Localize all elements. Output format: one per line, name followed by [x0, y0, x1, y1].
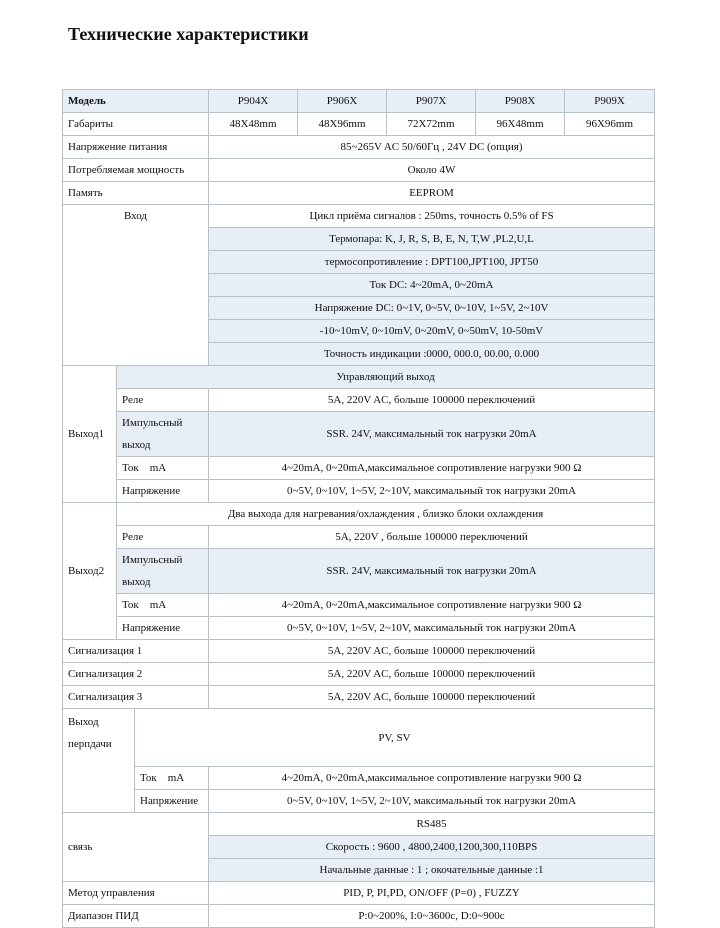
model-p907x: P907X: [387, 90, 476, 113]
memory-value: EEPROM: [209, 182, 655, 205]
transmit-sub-value: 4~20mA, 0~20mA,максимальное сопротивление нагрузки 900 Ω: [209, 767, 655, 790]
control-value: PID, P, PI,PD, ON/OFF (P=0) , FUZZY: [209, 882, 655, 905]
output2-row: [63, 526, 655, 549]
comm-row: [63, 813, 655, 836]
alarm-value: 5A, 220V AC, больше 100000 переключений: [209, 640, 655, 663]
spec-table: [62, 89, 655, 928]
dims-value: 48X96mm: [298, 113, 387, 136]
output2-sub-label: Напряжение: [117, 617, 209, 640]
control-row: [63, 882, 655, 905]
output2-label: Выход2: [63, 503, 117, 640]
output2-row: [63, 617, 655, 640]
transmit-sub-label: Напряжение: [135, 790, 209, 813]
model-p904x: P904X: [209, 90, 298, 113]
output2-sub-value: 5A, 220V , больше 100000 переключений: [209, 526, 655, 549]
power-value: Около 4W: [209, 159, 655, 182]
model-label: Модель: [63, 90, 209, 113]
output1-sub-label: Импульсный выход: [117, 412, 209, 457]
input-line: термосопротивление : DPT100,JPT100, JPT50: [209, 251, 655, 274]
alarm-label: Сигнализация 2: [63, 663, 209, 686]
output1-sub-label: Реле: [117, 389, 209, 412]
transmit-value: PV, SV: [135, 709, 655, 767]
output1-sub-value: 0~5V, 0~10V, 1~5V, 2~10V, максимальный ток нагрузки 20mA: [209, 480, 655, 503]
comm-line: Скорость : 9600 , 4800,2400,1200,300,110BPS: [209, 836, 655, 859]
dims-value: 96X48mm: [476, 113, 565, 136]
input-row: [63, 205, 655, 228]
alarm-row: [63, 663, 655, 686]
transmit-row: [63, 767, 655, 790]
page-title: Технические характеристики: [68, 24, 309, 44]
alarm-value: 5A, 220V AC, больше 100000 переключений: [209, 663, 655, 686]
alarm-label: Сигнализация 3: [63, 686, 209, 709]
memory-row: [63, 182, 655, 205]
model-p908x: P908X: [476, 90, 565, 113]
output2-sub-value: SSR. 24V, максимальный ток нагрузки 20mA: [209, 549, 655, 594]
input-line: Термопара: K, J, R, S, B, E, N, T,W ,PL2,U,L: [209, 228, 655, 251]
transmit-row: [63, 790, 655, 813]
transmit-sub-value: 0~5V, 0~10V, 1~5V, 2~10V, максимальный ток нагрузки 20mA: [209, 790, 655, 813]
control-label: Метод управления: [63, 882, 209, 905]
pid-row: [63, 905, 655, 928]
supply-row: [63, 136, 655, 159]
dims-row: [63, 113, 655, 136]
transmit-label: Выход перпдачи: [63, 709, 135, 813]
alarm-row: [63, 686, 655, 709]
input-line: Цикл приёма сигналов : 250ms, точность 0.5% of FS: [209, 205, 655, 228]
output1-sub-value: SSR. 24V, максимальный ток нагрузки 20mA: [209, 412, 655, 457]
transmit-sub-label: Ток mA: [135, 767, 209, 790]
input-line: -10~10mV, 0~10mV, 0~20mV, 0~50mV, 10-50mV: [209, 320, 655, 343]
input-line: Точность индикации :0000, 000.0, 00.00, 0.000: [209, 343, 655, 366]
input-line: Напряжение DC: 0~1V, 0~5V, 0~10V, 1~5V, 2~10V: [209, 297, 655, 320]
input-label: Вход: [63, 205, 209, 366]
output2-row: [63, 549, 655, 594]
model-row: [63, 90, 655, 113]
output1-row: [63, 412, 655, 457]
dims-label: Габариты: [63, 113, 209, 136]
output1-sub-label: Ток mA: [117, 457, 209, 480]
output2-sub-value: 4~20mA, 0~20mA,максимальное сопротивление нагрузки 900 Ω: [209, 594, 655, 617]
alarm-row: [63, 640, 655, 663]
output1-row: [63, 480, 655, 503]
output2-header: Два выхода для нагревания/охлаждения , близко блоки охлаждения: [117, 503, 655, 526]
supply-value: 85~265V AC 50/60Гц , 24V DC (опция): [209, 136, 655, 159]
output2-row: [63, 594, 655, 617]
pid-label: Диапазон ПИД: [63, 905, 209, 928]
alarm-value: 5A, 220V AC, больше 100000 переключений: [209, 686, 655, 709]
input-line: Ток DC: 4~20mA, 0~20mA: [209, 274, 655, 297]
comm-line: Начальные данные : 1 ; окочательные данные :1: [209, 859, 655, 882]
power-row: [63, 159, 655, 182]
power-label: Потребляемая мощность: [63, 159, 209, 182]
comm-line: RS485: [209, 813, 655, 836]
model-p906x: P906X: [298, 90, 387, 113]
output1-row: [63, 389, 655, 412]
model-p909x: P909X: [565, 90, 655, 113]
comm-label: связь: [63, 813, 209, 882]
output1-header: Управляющий выход: [117, 366, 655, 389]
output1-sub-label: Напряжение: [117, 480, 209, 503]
output2-sub-label: Импульсный выход: [117, 549, 209, 594]
pid-value: P:0~200%, I:0~3600c, D:0~900c: [209, 905, 655, 928]
output1-sub-value: 5A, 220V AC, больше 100000 переключений: [209, 389, 655, 412]
output1-row: [63, 457, 655, 480]
memory-label: Память: [63, 182, 209, 205]
transmit-row: [63, 709, 655, 767]
output2-row: [63, 503, 655, 526]
dims-value: 48X48mm: [209, 113, 298, 136]
dims-value: 96X96mm: [565, 113, 655, 136]
output2-sub-label: Реле: [117, 526, 209, 549]
dims-value: 72X72mm: [387, 113, 476, 136]
supply-label: Напряжение питания: [63, 136, 209, 159]
output1-row: [63, 366, 655, 389]
output1-sub-value: 4~20mA, 0~20mA,максимальное сопротивление нагрузки 900 Ω: [209, 457, 655, 480]
alarm-label: Сигнализация 1: [63, 640, 209, 663]
output1-label: Выход1: [63, 366, 117, 503]
output2-sub-label: Ток mA: [117, 594, 209, 617]
output2-sub-value: 0~5V, 0~10V, 1~5V, 2~10V, максимальный ток нагрузки 20mA: [209, 617, 655, 640]
